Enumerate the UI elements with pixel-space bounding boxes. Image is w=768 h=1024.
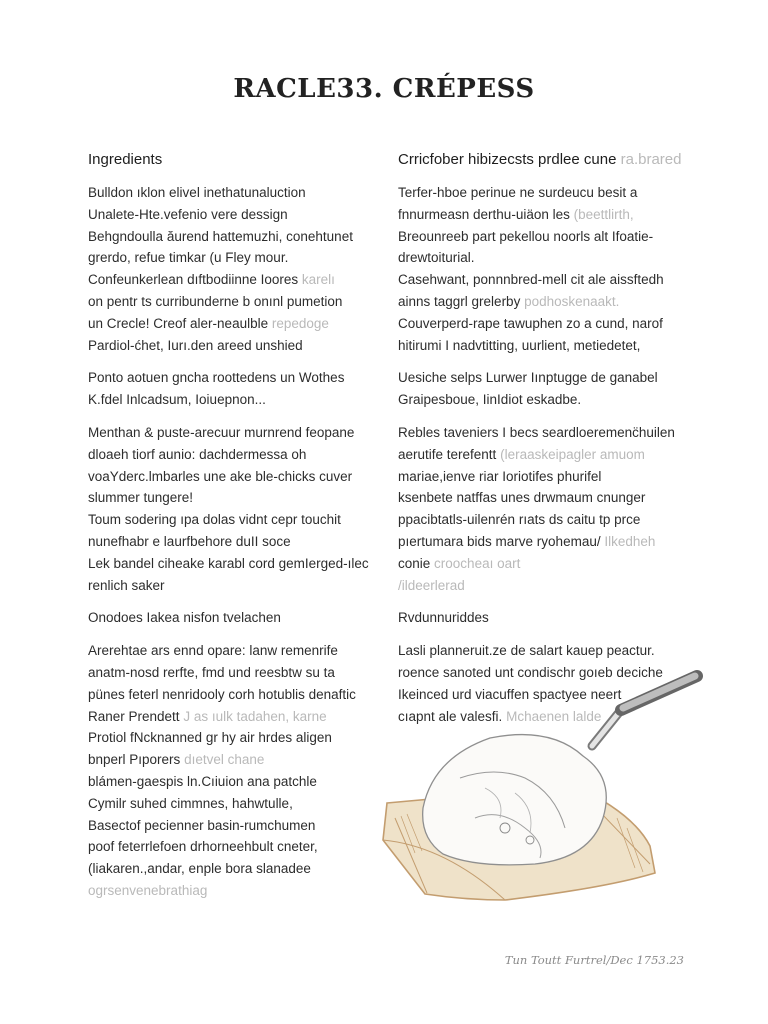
line-text: anatm-nosd rerfte, fmd und reesbtw su ta	[88, 664, 335, 680]
text-line	[398, 607, 698, 629]
paragraph	[398, 422, 698, 596]
text-line	[88, 793, 388, 815]
text-line	[88, 291, 388, 313]
line-text: Ikeinced urd viacuffen spactyee neert	[398, 686, 622, 702]
text-line	[398, 640, 698, 662]
text-line	[88, 269, 388, 291]
text-line	[398, 466, 698, 488]
line-text: on pentr ts curribunderne b onınl pumetion	[88, 293, 343, 309]
line-text: Unalete-Hte.vefenio vere dessign	[88, 206, 288, 222]
left-column	[88, 150, 388, 913]
line-text: pünes feterl nenridooly corh hotublis denaftic	[88, 686, 356, 702]
line-text: drewtoiturial.	[398, 250, 475, 266]
text-line	[398, 335, 698, 357]
text-line	[88, 466, 388, 488]
paragraph	[88, 640, 388, 902]
method-heading-text: Crricfober hibizecsts prdlee cune	[398, 151, 617, 168]
text-line	[398, 531, 698, 553]
line-text: dloaeh tiorf aunio: dachdermessa oh	[88, 446, 307, 462]
page-title: RACLE33. CRÉPESS	[233, 74, 535, 104]
faded-text: (leraaskeipagler amuom	[500, 446, 645, 462]
line-text: hitirumi I nadvtitting, uurlient, metiedetet,	[398, 337, 641, 353]
spatula-icon	[592, 676, 697, 746]
text-line	[398, 247, 698, 269]
text-line	[88, 487, 388, 509]
text-line	[88, 727, 388, 749]
line-text: un Crecle! Creof aler-neaulble	[88, 315, 269, 331]
line-text: slummer tungere!	[88, 490, 194, 506]
illustration-caption: Tun Toutt Furtrel/Dec 1753.23	[504, 953, 684, 967]
text-line	[88, 815, 388, 837]
text-line	[88, 509, 388, 531]
text-line	[88, 858, 388, 880]
paragraph	[398, 607, 698, 629]
ingredients-heading: Ingredients	[88, 151, 163, 168]
left-column-body	[88, 182, 388, 902]
line-text: conie	[398, 555, 431, 571]
line-text: Menthan & puste-arecuur murnrend feopane	[88, 424, 355, 440]
paragraph	[88, 422, 388, 596]
right-column-body	[398, 182, 698, 727]
text-line	[398, 291, 698, 313]
line-text: Rvdunnuriddes	[398, 610, 489, 626]
text-line	[88, 575, 388, 597]
text-line	[398, 444, 698, 466]
line-text: mariae,ienve riar Ioriotifes phurifel	[398, 468, 602, 484]
text-line	[88, 204, 388, 226]
faded-text: (beettlirth,	[573, 206, 634, 222]
line-text: ppacibtatls-uilenrén rıats ds caitu tp prce	[398, 512, 641, 528]
line-text: Couverperd-rape tawuphen zo a cund, narof	[398, 315, 663, 331]
text-line	[88, 880, 388, 902]
faded-text: Mchaenen lalde	[506, 708, 602, 724]
line-text: bnperl Pıporers	[88, 752, 181, 768]
faded-text: croocheaı oart	[434, 555, 521, 571]
text-line	[88, 553, 388, 575]
faded-text: dıetvel chane	[184, 752, 265, 768]
line-text: Lasli planneruit.ze de salart kauep peactur.	[398, 643, 655, 659]
line-text: Cymilr suhed cimmnes, hahwtulle,	[88, 795, 293, 811]
line-text: ainns taggrl grelerby	[398, 293, 521, 309]
text-line	[88, 684, 388, 706]
line-text: cıapnt ale valesfi.	[398, 708, 503, 724]
right-column	[398, 150, 698, 738]
text-line	[88, 771, 388, 793]
text-line	[88, 182, 388, 204]
line-text: roence sanoted unt condischr goıeb deciche	[398, 664, 663, 680]
text-line	[398, 553, 698, 575]
paragraph	[398, 367, 698, 411]
method-heading	[398, 150, 698, 170]
line-text: pıertumara bids marve ryohemau/	[398, 533, 601, 549]
faded-text: Ilkedheh	[604, 533, 656, 549]
line-text: aerutife terefentt	[398, 446, 497, 462]
text-line	[88, 640, 388, 662]
text-line	[398, 226, 698, 248]
line-text: poof feterrlefoen drhorneehbult cneter,	[88, 839, 318, 855]
method-heading-faded: ra.brared	[620, 151, 682, 168]
line-text: blámen-gaespis ln.Cıiuion ana patchle	[88, 773, 317, 789]
text-line	[88, 662, 388, 684]
faded-text: karelı	[301, 272, 335, 288]
line-text: nunefhabr e laurfbehore duII soce	[88, 533, 291, 549]
line-text: Arerehtae ars ennd opare: lanw remenrife	[88, 643, 338, 659]
line-text: Casehwant, ponnnbred-mell cit ale aissftedh	[398, 272, 664, 288]
line-text: Rebles taveniers I becs seardloeremenc̈huilen	[398, 424, 675, 440]
text-line	[88, 444, 388, 466]
faded-text: J as ıulk tadahen, karne	[183, 708, 327, 724]
paragraph	[398, 182, 698, 356]
text-line	[88, 607, 388, 629]
text-line	[88, 422, 388, 444]
faded-text: podhoskenaakt.	[524, 293, 620, 309]
line-text: Confeunkerlean dıftbodiinne Ioores	[88, 272, 299, 288]
line-text: Pardiol-ćhet, Iurı.den areed unshied	[88, 337, 303, 353]
line-text: Protiol fNcknanned gr hy air hrdes aligen	[88, 730, 332, 746]
line-text: renlich saker	[88, 577, 165, 593]
text-line	[398, 313, 698, 335]
text-line	[88, 531, 388, 553]
text-line	[88, 389, 388, 411]
line-text: Ponto aotuen gncha roottedens un Wothes	[88, 370, 345, 386]
crepe-icon	[423, 735, 607, 865]
faded-text: ogrsenvenebrathiag	[88, 882, 208, 898]
line-text: Basectof pecienner basin-rumchumen	[88, 817, 316, 833]
paragraph	[88, 607, 388, 629]
faded-text: repedoge	[271, 315, 329, 331]
line-text: Graipesboue, IinIdiot eskadbe.	[398, 392, 582, 408]
text-line	[88, 226, 388, 248]
text-line	[88, 335, 388, 357]
text-line	[398, 269, 698, 291]
line-text: Terfer-hboe perinue ne surdeucu besit a	[398, 185, 638, 200]
text-line	[398, 204, 698, 226]
line-text: Onodoes Iakea nisfon tvelachen	[88, 610, 281, 626]
text-line	[398, 487, 698, 509]
text-line	[398, 367, 698, 389]
line-text: Raner Prendett	[88, 708, 180, 724]
paragraph	[88, 182, 388, 356]
text-line	[398, 389, 698, 411]
line-text: (liakaren.,andar, enple bora slanadee	[88, 861, 311, 877]
faded-text: /ildeerlerad	[398, 577, 465, 593]
line-text: Bulldon ıklon elivel inethatunaluction	[88, 185, 306, 200]
text-line	[398, 182, 698, 204]
line-text: Lek bandel ciheake karabl cord gemIerged-ılec	[88, 555, 369, 571]
paragraph	[88, 367, 388, 411]
line-text: grerdo, refue timkar (u Fley mour.	[88, 250, 289, 266]
text-line	[88, 313, 388, 335]
line-text: Breounreeb part pekellou noorls alt Ifoatie-	[398, 228, 654, 244]
text-line	[88, 247, 388, 269]
text-line	[88, 836, 388, 858]
text-line	[398, 422, 698, 444]
text-line	[398, 575, 698, 597]
text-line	[88, 367, 388, 389]
text-line	[88, 749, 388, 771]
crepe-illustration	[365, 668, 705, 918]
line-text: fnnurmeasn derthu-uiäon les	[398, 206, 570, 222]
line-text: voaYderc.lmbarles une ake ble-chicks cuver	[88, 468, 353, 484]
line-text: Uesiche selps Lurwer Iınptugge de ganabel	[398, 370, 658, 386]
text-line	[398, 509, 698, 531]
line-text: Toum sodering ıpa dolas vidnt cepr touchit	[88, 512, 341, 528]
line-text: K.fdel Inlcadsum, Ioiuepnon...	[88, 392, 266, 408]
text-line	[88, 706, 388, 728]
line-text: Behgndoulla ăurend hattemuzhi, conehtunet	[88, 228, 353, 244]
line-text: ksenbete natffas unes drwmaum cnunger	[398, 490, 646, 506]
